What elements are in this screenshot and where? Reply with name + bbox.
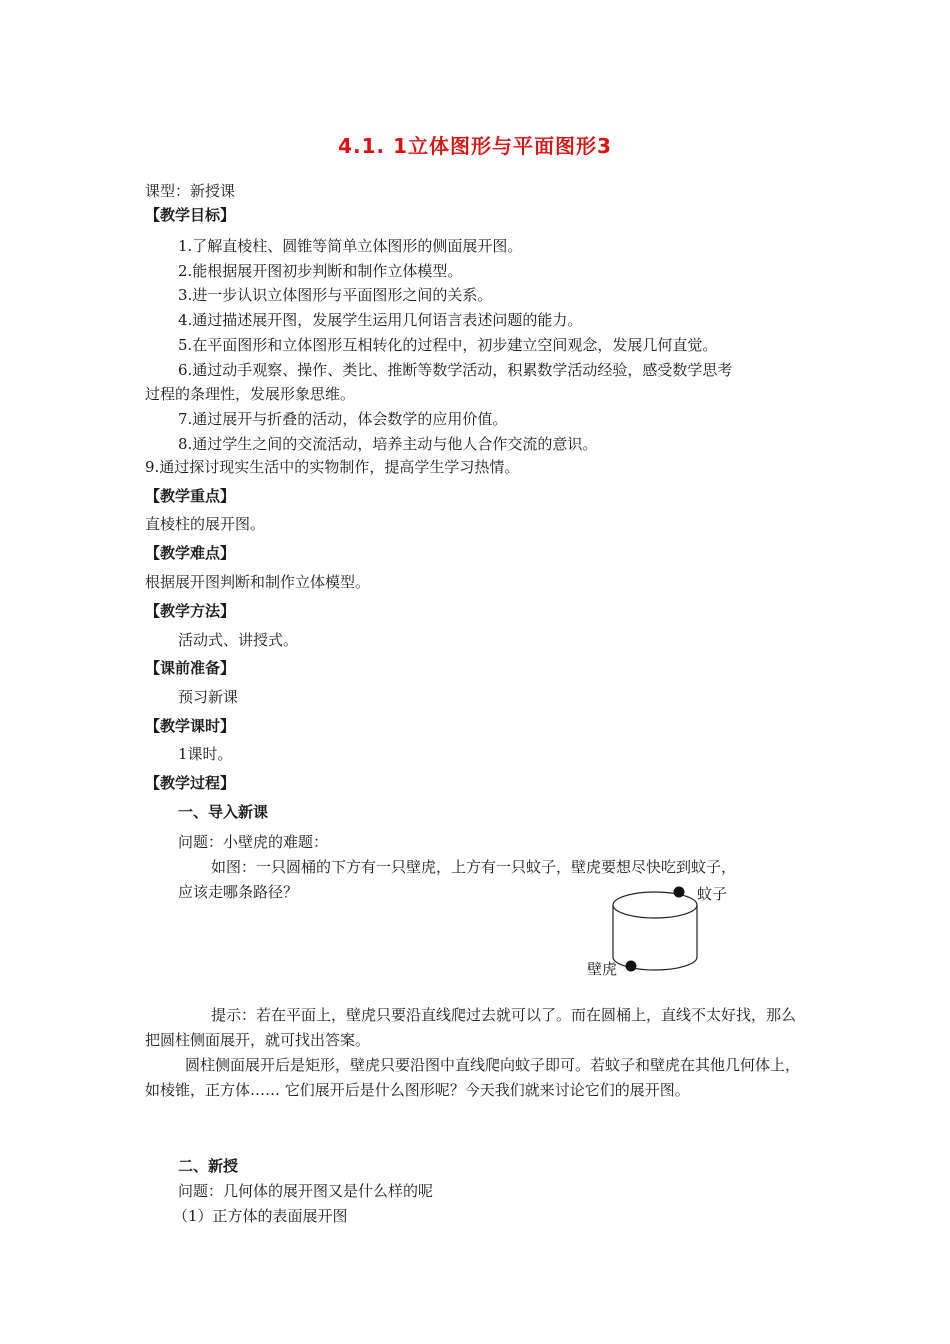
hint-paragraph: 提示：若在平面上，壁虎只要沿直线爬过去就可以了。而在圆桶上，直线不太好找，那么把圆柱侧面展开，就可找出答案。	[145, 1006, 797, 1049]
goal-item: 8.通过学生之间的交流活动，培养主动与他人合作交流的意识。	[178, 435, 598, 453]
cube-net-subheading: （1）正方体的表面展开图	[173, 1207, 348, 1225]
hours-text: 1课时。	[178, 745, 233, 763]
prep-heading: 【课前准备】	[145, 659, 236, 677]
goal-item: 9.通过探讨现实生活中的实物制作，提高学生学习热情。	[145, 458, 520, 476]
gecko-label: 壁虎	[587, 960, 618, 978]
goal-item: 7.通过展开与折叠的活动，体会数学的应用价值。	[178, 410, 508, 428]
intro-question: 问题：小壁虎的难题：	[178, 833, 329, 851]
difficulty-text: 根据展开图判断和制作立体模型。	[145, 573, 371, 591]
gecko-dot	[626, 961, 637, 972]
part2-heading: 二、新授	[178, 1157, 239, 1175]
page-title: 4.1. 1立体图形与平面图形3	[338, 134, 612, 158]
process-heading: 【教学过程】	[145, 774, 236, 792]
difficulty-heading: 【教学难点】	[145, 544, 236, 562]
goal-item: 过程的条理性，发展形象思维。	[145, 385, 356, 403]
intro-paragraph-line2: 应该走哪条路径？	[178, 883, 299, 901]
new-question: 问题：几何体的展开图又是什么样的呢	[178, 1182, 434, 1200]
mosquito-dot	[674, 887, 685, 898]
key-point-text: 直棱柱的展开图。	[145, 515, 266, 533]
goal-item: 3.进一步认识立体图形与平面图形之间的关系。	[178, 286, 493, 304]
cylinder-top	[613, 892, 697, 918]
goal-item: 4.通过描述展开图，发展学生运用几何语言表述问题的能力。	[178, 311, 583, 329]
goal-item: 6.通过动手观察、操作、类比、推断等数学活动，积累数学活动经验，感受数学思考	[178, 361, 733, 379]
prep-text: 预习新课	[178, 688, 239, 706]
goal-item: 5.在平面图形和立体图形互相转化的过程中，初步建立空间观念，发展几何直觉。	[178, 336, 718, 354]
hours-heading: 【教学课时】	[145, 717, 236, 735]
goal-item: 1.了解直棱柱、圆锥等简单立体图形的侧面展开图。	[178, 237, 523, 255]
mosquito-label: 蚊子	[697, 885, 728, 903]
goals-heading: 【教学目标】	[145, 206, 236, 224]
goal-item: 2.能根据展开图初步判断和制作立体模型。	[178, 262, 463, 280]
cylinder-paragraph: 圆柱侧面展开后是矩形，壁虎只要沿图中直线爬向蚊子即可。若蚊子和壁虎在其他几何体上，如棱锥，正方体…… 它们展开后是什么图形呢？今天我们就来讨论它们的展开图。	[145, 1056, 801, 1099]
method-text: 活动式、讲授式。	[178, 631, 299, 649]
key-point-heading: 【教学重点】	[145, 487, 236, 505]
method-heading: 【教学方法】	[145, 602, 236, 620]
cylinder-bottom	[613, 957, 697, 970]
part1-heading: 一、导入新课	[178, 803, 269, 821]
intro-paragraph-line1: 如图：一只圆桶的下方有一只壁虎，上方有一只蚊子，壁虎要想尽快吃到蚊子，	[211, 858, 737, 876]
lesson-type: 课型：新授课	[145, 182, 236, 200]
